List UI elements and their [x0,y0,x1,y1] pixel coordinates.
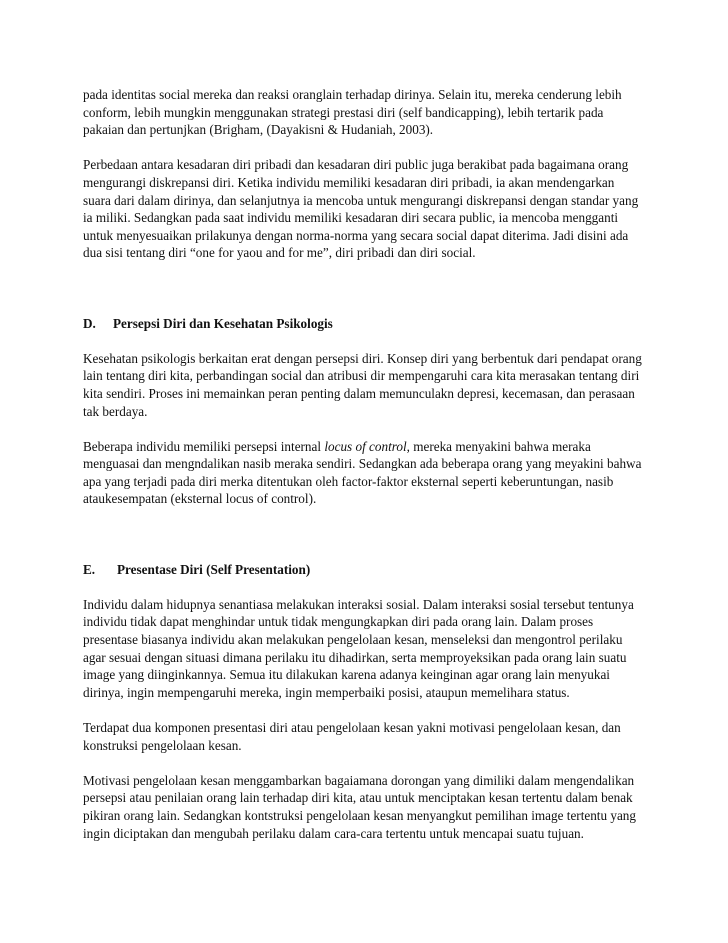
intro-paragraph-2: Perbedaan antara kesadaran diri pribadi dan kesadaran diri public juga berakibat pada bagaimana orang mengurangi diskrepansi diri. Ketika individu memiliki kesadaran diri pribadi, ia akan mendengarkan suara dari dalam dirinya, dan selanjutnya ia mencoba untuk mengurangi diskrepansi dengan standar yang ia miliki. Sedangkan pada saat individu memiliki kesadaran diri secara public, ia mencoba mengganti untuk menyesuaikan prilakunya dengan norma-norma yang secara social dapat diterima. Jadi disini ada dua sisi tentang diri “one for yaou and for me”, diri pribadi dan diri social. [83,157,639,261]
section-d-paragraph-2-italic: locus of control [324,438,407,454]
section-d-title: Persepsi Diri dan Kesehatan Psikologis [113,315,333,331]
section-d-heading [83,315,643,333]
section-e-paragraph-2: Terdapat dua komponen presentasi diri atau pengelolaan kesan yakni motivasi pengelolaan kesan, dan konstruksi pengelolaan kesan. [83,720,621,753]
section-d-paragraph-2 [83,438,643,508]
intro-paragraph-1: pada identitas social mereka dan reaksi oranglain terhadap dirinya. Selain itu, mereka cenderung lebih conform, lebih mungkin menggunakan strategi prestasi diri (self bandicapping), lebih tertarik pada pakaian dan pertunjkan (Brigham, (Dayakisni & Hudaniah, 2003). [83,87,622,138]
section-d-paragraph-2-start: Beberapa individu memiliki persepsi internal [83,438,325,454]
section-spacer [83,526,643,561]
section-e-paragraph-3: Motivasi pengelolaan kesan menggambarkan bagaiamana dorongan yang dimiliki dalam mengendalikan persepsi atau penilaian orang lain terhadap diri kita, atau untuk menciptakan kesan tertentu dalam benak pikiran orang lain. Sedangkan kontstruksi pengelolaan kesan menyangkut pemilihan image tertentu yang ingin diciptakan dan mengubah perilaku dalam cara-cara tertentu untuk mencapai suatu tujuan. [83,772,636,841]
section-e-paragraph-1: Individu dalam hidupnya senantiasa melakukan interaksi sosial. Dalam interaksi sosial tersebut tentunya individu tidak dapat menghindar untuk tidak mengungkapkan diri pada orang lain. Dalam proses presentase biasanya individu akan melakukan pengelolaan kesan, menseleksi dan mengontrol perilaku agar sesuai dengan situasi dimana perilaku itu dihadirkan, serta memproyeksikan pada orang lain suatu image yang diinginkannya. Semua itu dilakukan karena adanya keinginan agar orang lain menyukai dirinya, ingin mempengaruhi mereka, ingin memperbaiki posisi, ataupun memelihara status. [83,596,634,700]
section-e-number: E. [83,561,96,577]
section-d-paragraph-1: Kesehatan psikologis berkaitan erat dengan persepsi diri. Konsep diri yang berbentuk dari pendapat orang lain tentang diri kita, perbandingan social dan atribusi dir mempengaruhi cara kita merasakan tentang diri kita sendiri. Proses ini memainkan peran penting dalam memunculakn depresi, kecemasan, dan perasaan tak berdaya. [83,350,642,419]
document-page [83,86,643,860]
section-d-paragraph-2-end: , mereka menyakini bahwa meraka menguasai dan mengndalikan nasib meraka sendiri. Sedangkan ada beberapa orang yang meyakini bahwa apa yang terjadi pada diri merka ditentukan oleh factor-faktor eksternal seperti keberuntungan, nasib ataukesempatan (eksternal locus of control). [83,438,642,507]
section-d-number: D. [83,315,96,331]
section-spacer [83,280,643,315]
section-e-heading [83,561,643,579]
section-e-title: Presentase Diri (Self Presentation) [117,561,311,577]
